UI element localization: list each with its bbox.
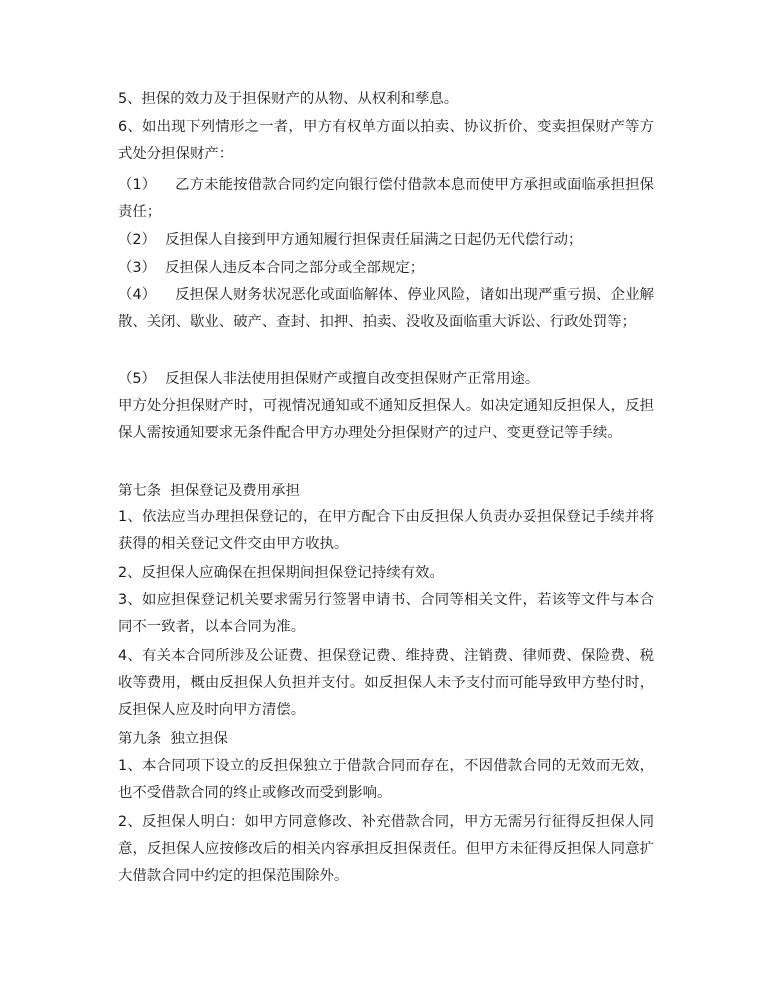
notification-paragraph: 甲方处分担保财产时，可视情况通知或不通知反担保人。如决定通知反担保人，反担保人需按通知要求无条件配合甲方办理处分担保财产的过户、变更登记等手续。 (118, 398, 654, 442)
article-7-clause-2: 2、反担保人应确保在担保期间担保登记持续有效。 (118, 565, 444, 581)
list-item-2: （2） 反担保人自接到甲方通知履行担保责任届满之日起仍无代偿行动； (118, 232, 583, 248)
article-7-clause-1: 1、依法应当办理担保登记的，在甲方配合下由反担保人负责办妥担保登记手续并将获得的相关登记文件交由甲方收执。 (118, 509, 654, 553)
article-9-heading: 第九条 独立担保 (118, 731, 228, 747)
article-7-clause-4: 4、有关本合同所涉及公证费、担保登记费、维持费、注销费、律师费、保险费、税收等费用，概由反担保人负担并支付。如反担保人未予支付而可能导致甲方垫付时，反担保人应及时向甲方清偿。 (118, 648, 654, 719)
list-item-3: （3） 反担保人违反本合同之部分或全部规定； (118, 260, 425, 276)
article-7-clause-3: 3、如应担保登记机关要求需另行签署申请书、合同等相关文件，若该等文件与本合同不一致者，以本合同为准。 (118, 592, 654, 636)
article-7-heading: 第七条 担保登记及费用承担 (118, 483, 300, 499)
clause-6-disposal-rights: 6、如出现下列情形之一者，甲方有权单方面以拍卖、协议折价、变卖担保财产等方式处分担保财产： (118, 119, 654, 163)
clause-5-effect-scope: 5、担保的效力及于担保财产的从物、从权利和孳息。 (118, 91, 459, 107)
article-9-clause-2: 2、反担保人明白：如甲方同意修改、补充借款合同，甲方无需另行征得反担保人同意，反担保人应按修改后的相关内容承担反担保责任。但甲方未征得反担保人同意扩大借款合同中约定的担保范围除外。 (118, 814, 654, 885)
article-9-clause-1: 1、本合同项下设立的反担保独立于借款合同而存在，不因借款合同的无效而无效，也不受借款合同的终止或修改而受到影响。 (118, 758, 654, 802)
list-item-5: （5） 反担保人非法使用担保财产或擅自改变担保财产正常用途。 (118, 371, 540, 387)
list-item-1: （1） 乙方未能按借款合同约定向银行偿付借款本息而使甲方承担或面临承担担保责任； (118, 177, 654, 221)
list-item-4: （4） 反担保人财务状况恶化或面临解体、停业风险，诸如出现严重亏损、企业解散、关闭、歇业、破产、查封、扣押、拍卖、没收及面临重大诉讼、行政处罚等； (118, 287, 654, 331)
